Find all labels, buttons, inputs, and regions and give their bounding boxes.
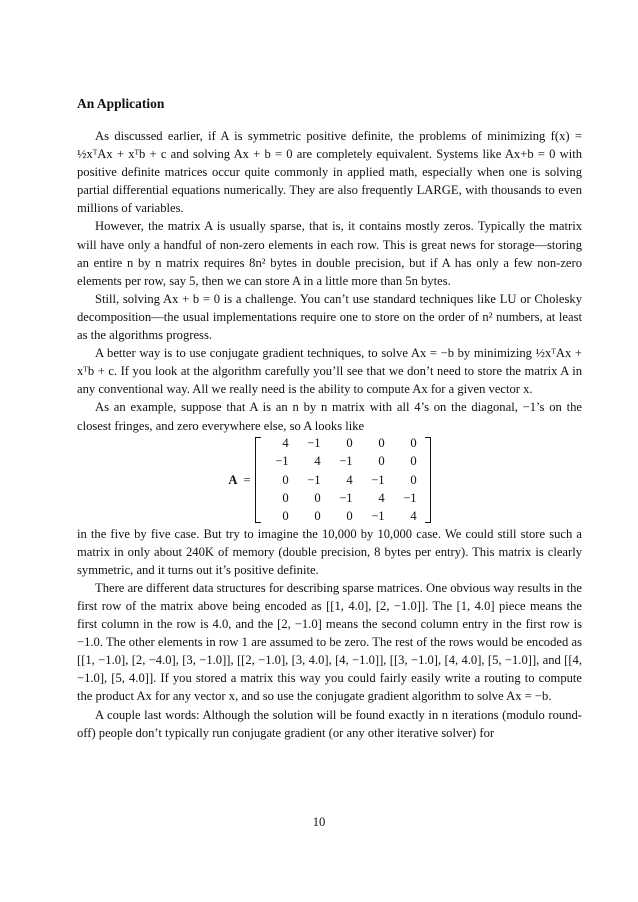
- matrix-cell: −1: [339, 490, 353, 505]
- matrix-cell: 0: [410, 454, 417, 469]
- matrix-cell: 0: [378, 454, 385, 469]
- right-bracket: [425, 437, 431, 523]
- matrix-row: [263, 489, 423, 507]
- paragraph-data-structures: There are different data structures for describing sparse matrices. One obvious way results in the first row of the matrix above being encoded as [[1, 4.0], [2, −1.0]]. The [1, 4.0] piece means the first column in the row is 4.0, and the [2, −1.0] means the second column entry in the first row is −1.0. The other elements in row 1 are assumed to be zero. The rest of the rows would be encoded as [[1, −1.0], [2, −4.0], [3, −1.0]], [[2, −1.0], [3, 4.0], [4, −1.0]], [[3, −1.0], [4, 4.0], [5, −1.0]], and [[4, −1.0], [5, 4.0]]. If you stored a matrix this way you could fairly easily write a routing to compute the product Ax for any vector x, and so use the conjugate gradient algorithm to solve Ax = −b.: [77, 580, 582, 704]
- matrix-cell: 4: [314, 454, 321, 469]
- matrix-cell: 0: [346, 436, 353, 451]
- matrix-table: [263, 434, 423, 524]
- matrix-cell: −1: [339, 454, 353, 469]
- matrix-row: [263, 507, 423, 525]
- paragraph-challenge: Still, solving Ax + b = 0 is a challenge. You can’t use standard techniques like LU or Cholesky decomposition—the usual implementations require one to store on the order of n² numbers, at least as the algorithms progress.: [77, 291, 582, 343]
- matrix-cell: 0: [282, 508, 289, 523]
- matrix-cell: 0: [378, 436, 385, 451]
- matrix-cell: −1: [371, 508, 385, 523]
- matrix-row: [263, 471, 423, 489]
- matrix-row: [263, 434, 423, 452]
- page-number: 10: [312, 815, 326, 829]
- matrix-cell: −1: [403, 490, 417, 505]
- matrix-cell: 0: [346, 508, 353, 523]
- paragraph-sparse: However, the matrix A is usually sparse, that is, it contains mostly zeros. Typically the matrix will have only a handful of non-zero elements in each row. This is great news for storage—storing an entire n by n matrix requires 8n² bytes in double precision, but if A has only a few non-zero elements per row, say 5, then we can store A in a little more than 5n bytes.: [77, 219, 582, 288]
- left-bracket: [255, 437, 261, 523]
- matrix-cell: 4: [346, 472, 353, 487]
- paragraph-example: As an example, suppose that A is an n by n matrix with all 4’s on the diagonal, −1’s on the closest fringes, and zero everywhere else, so A looks like: [77, 400, 582, 433]
- matrix-row: [263, 452, 423, 470]
- matrix-cell: 4: [378, 490, 385, 505]
- paragraph-last-words: A couple last words: Although the solution will be found exactly in n iterations (modulo round-off) people don’t typically run conjugate gradient (or any other iterative solver) for: [77, 707, 582, 740]
- matrix-cell: −1: [307, 472, 321, 487]
- equals-sign: =: [243, 472, 251, 487]
- matrix-cell: 0: [410, 436, 417, 451]
- matrix-cell: 4: [282, 436, 289, 451]
- matrix-cell: −1: [307, 436, 321, 451]
- matrix-cell: −1: [275, 454, 289, 469]
- matrix-cell: 0: [410, 472, 417, 487]
- matrix-cell: 0: [314, 508, 321, 523]
- matrix-cell: 0: [282, 472, 289, 487]
- matrix-cell: −1: [371, 472, 385, 487]
- body-text: [77, 127, 582, 742]
- matrix-equation: [77, 435, 582, 525]
- paragraph-storage: in the five by five case. But try to imagine the 10,000 by 10,000 case. We could still store such a matrix in only about 240K of memory (double precision, 8 bytes per entry). This matrix is clearly symmetric, and it turns out it’s positive definite.: [77, 526, 582, 577]
- paragraph-conjugate-gradient: A better way is to use conjugate gradient techniques, to solve Ax = −b by minimizing ½xᵀAx + xᵀb + c. If you look at the algorithm carefully you’ll see that we don’t need to store the matrix A in any conventional way. All we really need is the ability to compute Ax for a given vector x.: [77, 346, 582, 397]
- matrix-name: A: [228, 472, 238, 487]
- paragraph-intro: As discussed earlier, if A is symmetric positive definite, the problems of minimizing f(x) = ½xᵀAx + xᵀb + c and solving Ax + b = 0 are completely equivalent. Systems like Ax+b = 0 with positive definite matrices occur quite commonly in applied math, especially when one is solving partial differential equations numerically. They are also frequently LARGE, with thousands to even millions of variables.: [77, 129, 582, 216]
- matrix-cell: 4: [410, 508, 417, 523]
- matrix-cell: 0: [282, 490, 289, 505]
- matrix-cell: 0: [314, 490, 321, 505]
- section-title: An Application: [77, 96, 165, 111]
